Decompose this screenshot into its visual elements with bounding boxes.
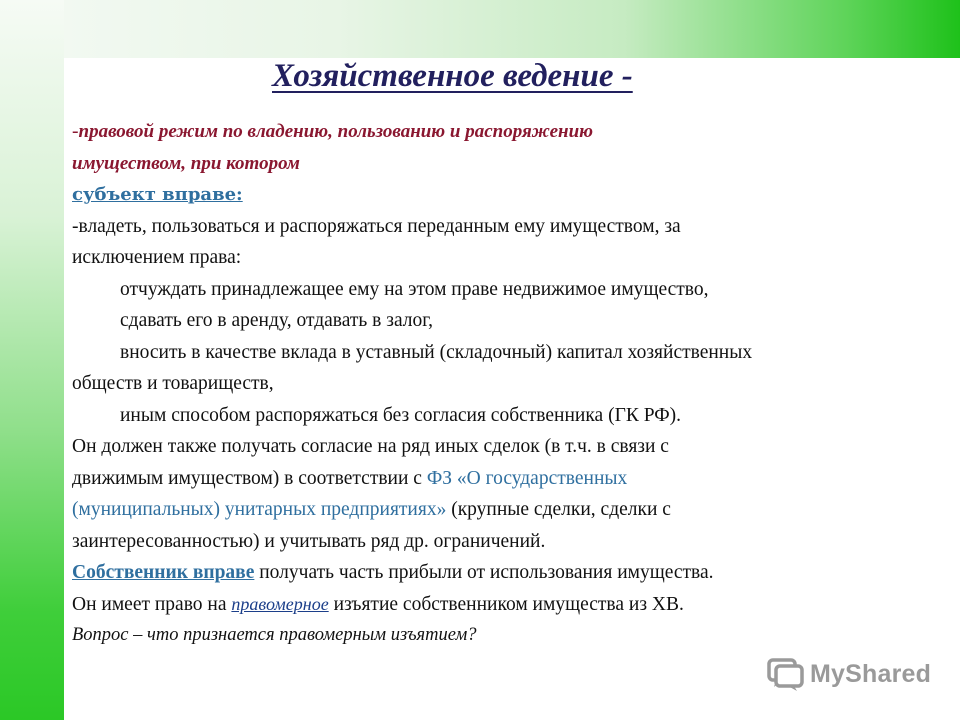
rights-intro-line-2: исключением права: (72, 247, 242, 268)
left-gradient-band (0, 0, 64, 720)
withdrawal-text-before: Он имеет право на (72, 593, 232, 615)
myshared-watermark (766, 655, 931, 693)
definition-text-1: правовой режим по владению, пользованию и распоряжению (78, 121, 594, 142)
consent-line-3 (72, 494, 952, 526)
definition-line-1 (72, 116, 952, 148)
federal-law-link-part-1[interactable]: ФЗ «О государственных (426, 467, 628, 489)
myshared-logo-icon (766, 656, 804, 692)
definition-line-2 (72, 148, 952, 180)
owner-rights-text: получать часть прибыли от использования имущества. (254, 562, 714, 583)
consent-text-before-law: движимым имуществом) в соответствии с (72, 467, 427, 489)
exception-item-4: иным способом распоряжаться без согласия собственника (ГК РФ). (120, 404, 682, 426)
definition-dash: - (72, 121, 79, 142)
consent-text-after-law: (крупные сделки, сделки с (446, 499, 671, 520)
exception-item-2: сдавать его в аренду, отдавать в залог, (120, 310, 433, 331)
owner-rights-link[interactable]: Собственник вправе (72, 562, 255, 583)
lawful-term-link[interactable]: правомерное (231, 593, 329, 614)
top-gradient-band (0, 0, 960, 58)
definition-text-2: имуществом, при котором (72, 152, 300, 174)
withdrawal-line (72, 589, 952, 621)
consent-line-1: Он должен также получать согласие на ряд иных сделок (в т.ч. в связи с (72, 436, 669, 457)
exception-item-1: отчуждать принадлежащее ему на этом праве недвижимое имущество, (120, 278, 709, 300)
subject-label-link[interactable]: субъект вправе: (72, 184, 243, 205)
federal-law-link-part-2[interactable]: (муниципальных) унитарных предприятиях» (72, 499, 447, 520)
exception-item-3: вносить в качестве вклада в уставный (складочный) капитал хозяйственных (120, 341, 753, 363)
withdrawal-text-after: изъятие собственником имущества из ХВ. (328, 593, 684, 615)
owner-line (72, 557, 952, 589)
rights-intro-line-1: -владеть, пользоваться и распоряжаться переданным ему имуществом, за (72, 215, 681, 237)
watermark-text: MyShared (810, 659, 932, 688)
slide-body (72, 116, 952, 652)
exception-item-3-continued: обществ и товариществ, (72, 373, 274, 394)
consent-line-4: заинтересованностью) и учитывать ряд др. ограничений. (72, 530, 546, 552)
subject-line (72, 179, 952, 211)
slide-title: Хозяйственное ведение - (272, 58, 633, 94)
question-line: Вопрос – что признается правомерным изъятием? (72, 625, 477, 645)
consent-line-2 (72, 463, 952, 495)
